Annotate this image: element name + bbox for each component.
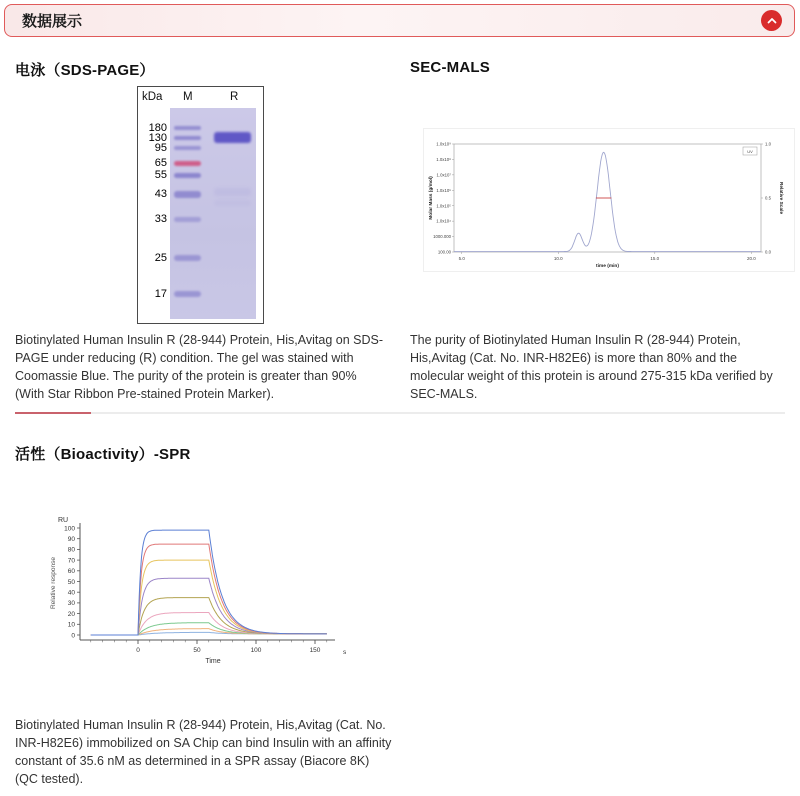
gel-lane-label-r: R (230, 91, 239, 103)
gel-ladder-band-43 (174, 191, 201, 198)
gel-marker-43: 43 (154, 188, 167, 200)
svg-text:100: 100 (64, 525, 75, 533)
svg-text:Molar Mass (g/mol): Molar Mass (g/mol) (429, 176, 434, 220)
gel-faint-band-1 (214, 188, 251, 196)
gel-lane-label-m: M (183, 91, 193, 103)
svg-text:0: 0 (136, 647, 140, 654)
sec-mals-plot (424, 129, 794, 271)
svg-text:60: 60 (67, 568, 75, 576)
svg-text:1.0x10⁷: 1.0x10⁷ (436, 172, 451, 178)
svg-text:80: 80 (67, 546, 75, 554)
gel-marker-55: 55 (154, 169, 167, 181)
section-divider (15, 412, 785, 414)
svg-text:1.0x10⁵: 1.0x10⁵ (436, 203, 451, 209)
bioactivity-heading: 活性（Bioactivity）-SPR (15, 446, 191, 463)
svg-text:50: 50 (193, 647, 201, 654)
sec-mals-heading: SEC-MALS (410, 59, 490, 76)
svg-text:15.0: 15.0 (650, 256, 660, 261)
svg-text:5.0: 5.0 (458, 256, 465, 261)
gel-sample-band (214, 132, 251, 143)
svg-text:10: 10 (67, 621, 75, 629)
svg-text:Relative Scale: Relative Scale (778, 181, 783, 215)
panel-title: 数据展示 (22, 13, 83, 30)
gel-ladder-band-55 (174, 173, 201, 178)
gel-ladder-band-95 (174, 146, 201, 150)
svg-text:40: 40 (67, 589, 75, 597)
sec-mals-chart (423, 128, 795, 272)
spr-description: Biotinylated Human Insulin R (28-944) Protein, His,Avitag (Cat. No. INR-H82E6) immobilized on SA Chip can bind Insulin with an affinity constant of 35.6 nM as determined in a SPR assay (Biacore 8K) (QC tested). (15, 718, 392, 786)
svg-text:50: 50 (67, 578, 75, 586)
svg-text:0.0: 0.0 (765, 249, 771, 255)
gel-unit-label: kDa (142, 91, 163, 103)
gel-body (170, 108, 256, 319)
gel-marker-65: 65 (154, 157, 167, 169)
svg-text:RU: RU (58, 517, 69, 524)
gel-faint-band-2 (214, 200, 251, 206)
svg-text:1.0x10⁹: 1.0x10⁹ (436, 141, 451, 147)
svg-text:150: 150 (309, 647, 321, 654)
sds-gel-image (137, 86, 264, 324)
gel-ladder-band-130 (174, 136, 201, 140)
sds-page-heading: 电泳（SDS-PAGE） (15, 62, 155, 79)
gel-ladder-band-25 (174, 255, 201, 261)
svg-text:Time: Time (205, 658, 221, 665)
svg-text:100.00: 100.00 (437, 249, 451, 255)
svg-text:10.0: 10.0 (553, 256, 563, 261)
svg-text:100: 100 (250, 647, 262, 654)
svg-text:s: s (343, 649, 347, 656)
spr-curve-conc-4 (91, 578, 327, 635)
svg-text:time (min): time (min) (596, 264, 619, 269)
gel-marker-180: 180 (148, 122, 167, 134)
svg-text:20: 20 (67, 610, 75, 618)
gel-marker-33: 33 (154, 213, 167, 225)
svg-text:30: 30 (67, 600, 75, 608)
divider-accent (15, 412, 91, 414)
svg-text:20.0: 20.0 (746, 256, 756, 261)
sds-description: Biotinylated Human Insulin R (28-944) Protein, His,Avitag on SDS-PAGE under reducing (R) condition. The gel was stained with Coomassie Blue. The purity of the protein is greater than 90% (With Star Ribbon Pre-stained Protein Marker). (15, 333, 383, 401)
svg-text:Relative response: Relative response (50, 556, 57, 610)
svg-text:UV: UV (747, 149, 753, 154)
gel-ladder-band-65 (174, 161, 201, 166)
collapse-button[interactable] (761, 10, 782, 31)
gel-marker-95: 95 (154, 142, 167, 154)
sec-description: The purity of Biotinylated Human Insulin R (28-944) Protein, His,Avitag (Cat. No. INR-H82E6) is more than 80% and the molecular weight of this protein is around 275-315 kDa verified by SEC-MALS. (410, 333, 773, 401)
spr-curve-conc-2 (91, 544, 327, 635)
spr-curve-conc-5 (91, 598, 327, 635)
chevron-up-icon (766, 15, 778, 27)
svg-text:90: 90 (67, 536, 75, 543)
spr-plot (45, 505, 355, 673)
svg-text:70: 70 (67, 557, 75, 565)
gel-marker-25: 25 (154, 252, 167, 264)
data-display-panel-header[interactable] (4, 4, 795, 37)
gel-ladder-band-33 (174, 217, 201, 222)
svg-text:0.5: 0.5 (765, 195, 771, 201)
svg-text:1.0x10⁴: 1.0x10⁴ (436, 218, 451, 224)
gel-marker-17: 17 (154, 288, 167, 300)
gel-ladder-band-180 (174, 126, 201, 130)
svg-text:1000.000: 1000.000 (433, 234, 451, 240)
svg-text:1.0x10⁸: 1.0x10⁸ (436, 157, 451, 163)
svg-text:0: 0 (71, 632, 75, 640)
gel-marker-130: 130 (148, 132, 167, 144)
gel-ladder-band-17 (174, 291, 201, 297)
spr-curve-conc-6 (91, 613, 327, 636)
svg-text:1.0: 1.0 (765, 141, 771, 147)
svg-text:1.0x10⁶: 1.0x10⁶ (436, 187, 451, 193)
spr-chart (45, 505, 355, 673)
